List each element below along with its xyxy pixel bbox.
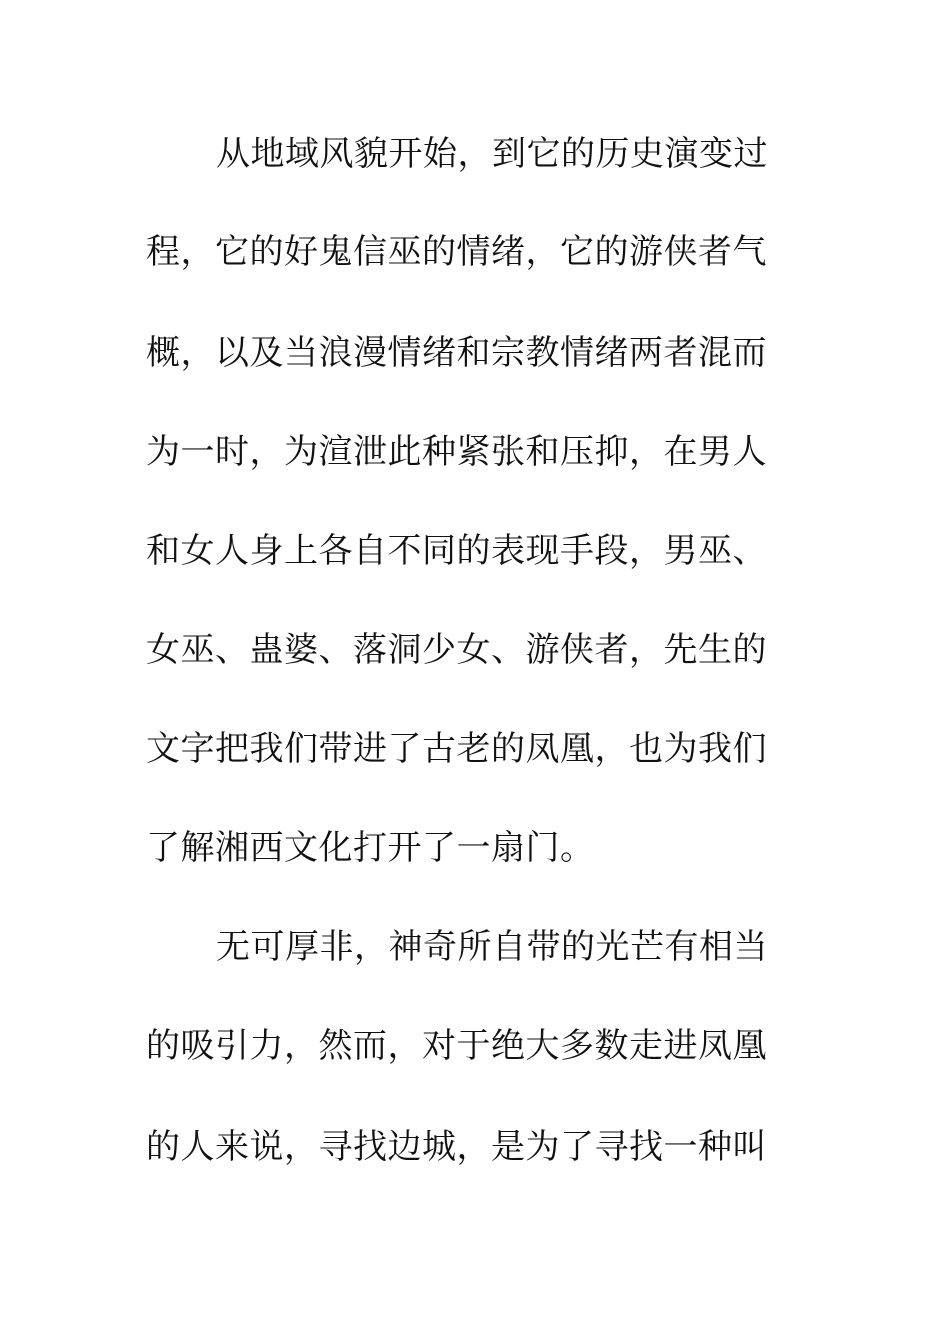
paragraph-1-line-4: 为一时，为渲泄此种紧张和压抑，在男人	[146, 432, 767, 472]
paragraph-1-line-5: 和女人身上各自不同的表现手段，男巫、	[146, 531, 767, 571]
paragraph-1-line-3: 概，以及当浪漫情绪和宗教情绪两者混而	[146, 333, 767, 373]
paragraph-2-line-1: 无可厚非，神奇所自带的光芒有相当	[216, 927, 768, 967]
paragraph-1-line-8: 了解湘西文化打开了一扇门。	[146, 828, 595, 868]
paragraph-1-line-2: 程，它的好鬼信巫的情绪，它的游侠者气	[146, 232, 767, 272]
paragraph-1-line-1: 从地域风貌开始，到它的历史演变过	[216, 134, 768, 174]
paragraph-1-line-7: 文字把我们带进了古老的凤凰，也为我们	[146, 729, 767, 769]
paragraph-1-line-6: 女巫、蛊婆、落洞少女、游侠者，先生的	[146, 630, 767, 670]
paragraph-2-line-2: 的吸引力，然而，对于绝大多数走进凤凰	[146, 1026, 767, 1066]
paragraph-2-line-3: 的人来说，寻找边城，是为了寻找一种叫	[146, 1127, 767, 1167]
